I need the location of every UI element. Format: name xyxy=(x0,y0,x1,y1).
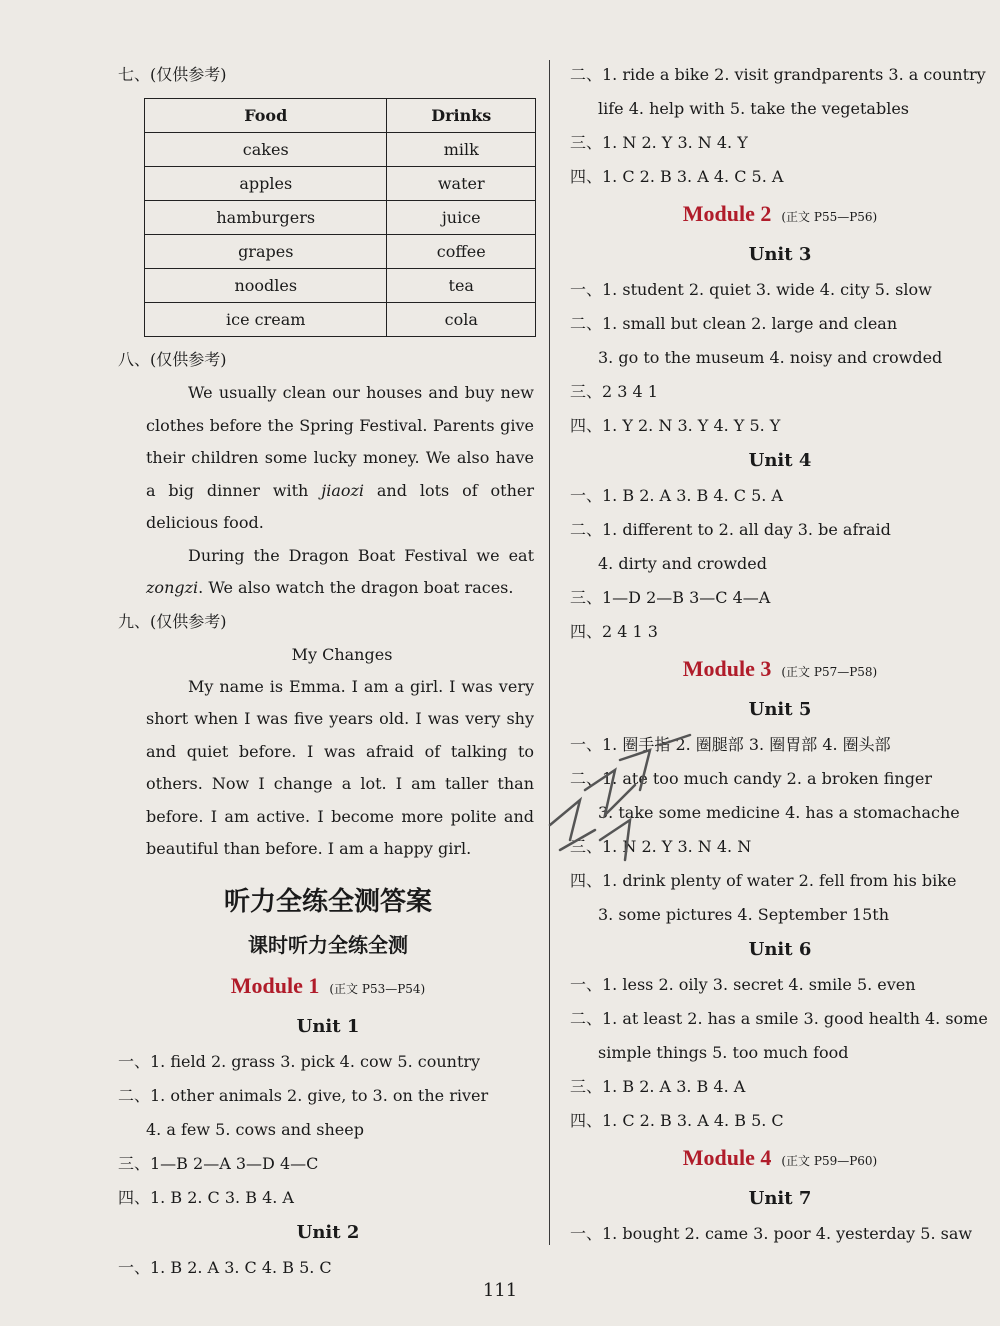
italic-word: zongzi xyxy=(146,578,199,597)
unit-7-heading: Unit 7 xyxy=(748,1188,812,1209)
essay-body xyxy=(118,671,534,866)
answer-line: 二、1. ride a bike 2. visit grandparents 3. a country xyxy=(570,65,986,84)
module-3-heading xyxy=(570,649,990,692)
unit-5-heading: Unit 5 xyxy=(748,699,812,720)
unit-1-heading: Unit 1 xyxy=(296,1015,360,1037)
page-reference: (正文 P53—P54) xyxy=(329,981,426,996)
answer-line: 二、1. ate too much candy 2. a broken finger xyxy=(570,769,933,788)
answer-line: 二、1. different to 2. all day 3. be afraid xyxy=(570,520,891,539)
answer-line: 一、1. field 2. grass 3. pick 4. cow 5. country xyxy=(118,1051,481,1071)
spring-festival-paragraph xyxy=(146,377,534,540)
answer-line: 一、1. B 2. A 3. C 4. B 5. C xyxy=(118,1257,332,1277)
answer-line: 一、1. student 2. quiet 3. wide 4. city 5. slow xyxy=(570,280,932,299)
page-reference: (正文 P57—P58) xyxy=(781,665,878,679)
answer-line: 四、2 4 1 3 xyxy=(570,622,658,641)
table-cell: water xyxy=(387,167,536,201)
answer-line: 一、1. less 2. oily 3. secret 4. smile 5. even xyxy=(570,975,916,994)
table-cell: cakes xyxy=(145,133,387,167)
table-cell: milk xyxy=(387,133,536,167)
festival-paragraphs xyxy=(118,377,534,605)
page-reference: (正文 P59—P60) xyxy=(781,1154,878,1168)
module-name: Module 1 xyxy=(230,972,320,998)
unit-3-heading: Unit 3 xyxy=(748,244,812,265)
food-drinks-table xyxy=(144,98,536,337)
answer-line: 三、1—D 2—B 3—C 4—A xyxy=(570,588,771,607)
answer-line: 3. take some medicine 4. has a stomachache xyxy=(598,803,960,822)
answer-line: 4. a few 5. cows and sheep xyxy=(146,1119,364,1139)
answer-line: 四、1. Y 2. N 3. Y 4. Y 5. Y xyxy=(570,416,781,435)
left-column xyxy=(118,58,538,1285)
answer-line: 三、2 3 4 1 xyxy=(570,382,658,401)
section-8-heading: 八、(仅供参考) xyxy=(118,350,227,369)
table-cell: grapes xyxy=(145,235,387,269)
module-4-heading xyxy=(570,1138,990,1181)
section-7-heading: 七、(仅供参考) xyxy=(118,65,227,84)
unit-6-heading: Unit 6 xyxy=(748,939,812,960)
dragon-boat-paragraph xyxy=(146,540,534,605)
answer-line: 3. some pictures 4. September 15th xyxy=(598,905,890,924)
table-row xyxy=(145,167,536,201)
answer-line: 四、1. C 2. B 3. A 4. B 5. C xyxy=(570,1111,784,1130)
answer-line: 4. dirty and crowded xyxy=(598,554,767,573)
answer-line: 三、1—B 2—A 3—D 4—C xyxy=(118,1153,319,1173)
listening-answers-title: 听力全练全测答案 xyxy=(223,886,432,917)
answer-line: 3. go to the museum 4. noisy and crowded xyxy=(598,348,943,367)
essay-title: My Changes xyxy=(291,644,393,664)
table-header-cell: Food xyxy=(145,99,387,133)
answer-line: life 4. help with 5. take the vegetables xyxy=(598,99,909,118)
answer-line: 四、1. C 2. B 3. A 4. C 5. A xyxy=(570,167,784,186)
table-cell: cola xyxy=(387,303,536,337)
answer-line: 一、1. B 2. A 3. B 4. C 5. A xyxy=(570,486,783,505)
paragraph-text: We usually clean our houses and buy new clothes before the Spring Festival. Parents give their children some lucky money. We also have a big dinner with xyxy=(146,383,534,500)
answer-line: 二、1. at least 2. has a smile 3. good health 4. some xyxy=(570,1009,988,1028)
answer-line: 二、1. other animals 2. give, to 3. on the river xyxy=(118,1085,489,1105)
table-cell: apples xyxy=(145,167,387,201)
answer-line: 四、1. B 2. C 3. B 4. A xyxy=(118,1187,294,1207)
table-cell: coffee xyxy=(387,235,536,269)
paragraph-text: During the Dragon Boat Festival we eat xyxy=(188,545,534,565)
table-header-row xyxy=(145,99,536,133)
column-divider xyxy=(549,60,550,1245)
section-9-heading: 九、(仅供参考) xyxy=(118,611,227,631)
paragraph-text: and lots of other delicious food. xyxy=(146,480,534,532)
table-cell: tea xyxy=(387,269,536,303)
answer-line: 四、1. drink plenty of water 2. fell from his bike xyxy=(570,871,957,890)
table-cell: noodles xyxy=(145,269,387,303)
answer-line: 三、1. N 2. Y 3. N 4. Y xyxy=(570,133,748,152)
page-number: 111 xyxy=(482,1280,518,1301)
module-1-heading xyxy=(118,966,538,1009)
table-cell: hamburgers xyxy=(145,201,387,235)
page-reference: (正文 P55—P56) xyxy=(781,210,878,224)
table-row xyxy=(145,133,536,167)
italic-word: jiaozi xyxy=(321,480,365,500)
table-row xyxy=(145,303,536,337)
module-2-heading xyxy=(570,194,990,237)
table-row xyxy=(145,235,536,269)
answer-line: 一、1. 圈手指 2. 圈腿部 3. 圈胃部 4. 圈头部 xyxy=(570,735,891,754)
answer-line: 二、1. small but clean 2. large and clean xyxy=(570,314,898,333)
answer-line: 三、1. N 2. Y 3. N 4. N xyxy=(570,837,752,856)
answer-line: 一、1. bought 2. came 3. poor 4. yesterday 5. saw xyxy=(570,1224,973,1243)
table-cell: ice cream xyxy=(145,303,387,337)
essay-paragraph: My name is Emma. I am a girl. I was very short when I was five years old. I was very shy and quiet before. I was afraid of talking to others. Now I change a lot. I am taller than before. I am active. I become more polite and beautiful than before. I am a happy girl. xyxy=(146,676,534,858)
answer-line: simple things 5. too much food xyxy=(598,1043,849,1062)
module-name: Module 2 xyxy=(682,201,772,226)
table-cell: juice xyxy=(387,201,536,235)
table-row xyxy=(145,201,536,235)
module-name: Module 3 xyxy=(682,656,772,681)
module-name: Module 4 xyxy=(682,1145,772,1170)
right-column xyxy=(570,58,990,1251)
table-row xyxy=(145,269,536,303)
handwritten-scribble xyxy=(540,730,700,870)
table-header-cell: Drinks xyxy=(387,99,536,133)
paragraph-text: . We also watch the dragon boat races. xyxy=(198,578,514,597)
answer-line: 三、1. B 2. A 3. B 4. A xyxy=(570,1077,746,1096)
unit-2-heading: Unit 2 xyxy=(296,1221,360,1243)
lesson-listening-subtitle: 课时听力全练全测 xyxy=(248,932,408,957)
unit-4-heading: Unit 4 xyxy=(748,450,812,471)
